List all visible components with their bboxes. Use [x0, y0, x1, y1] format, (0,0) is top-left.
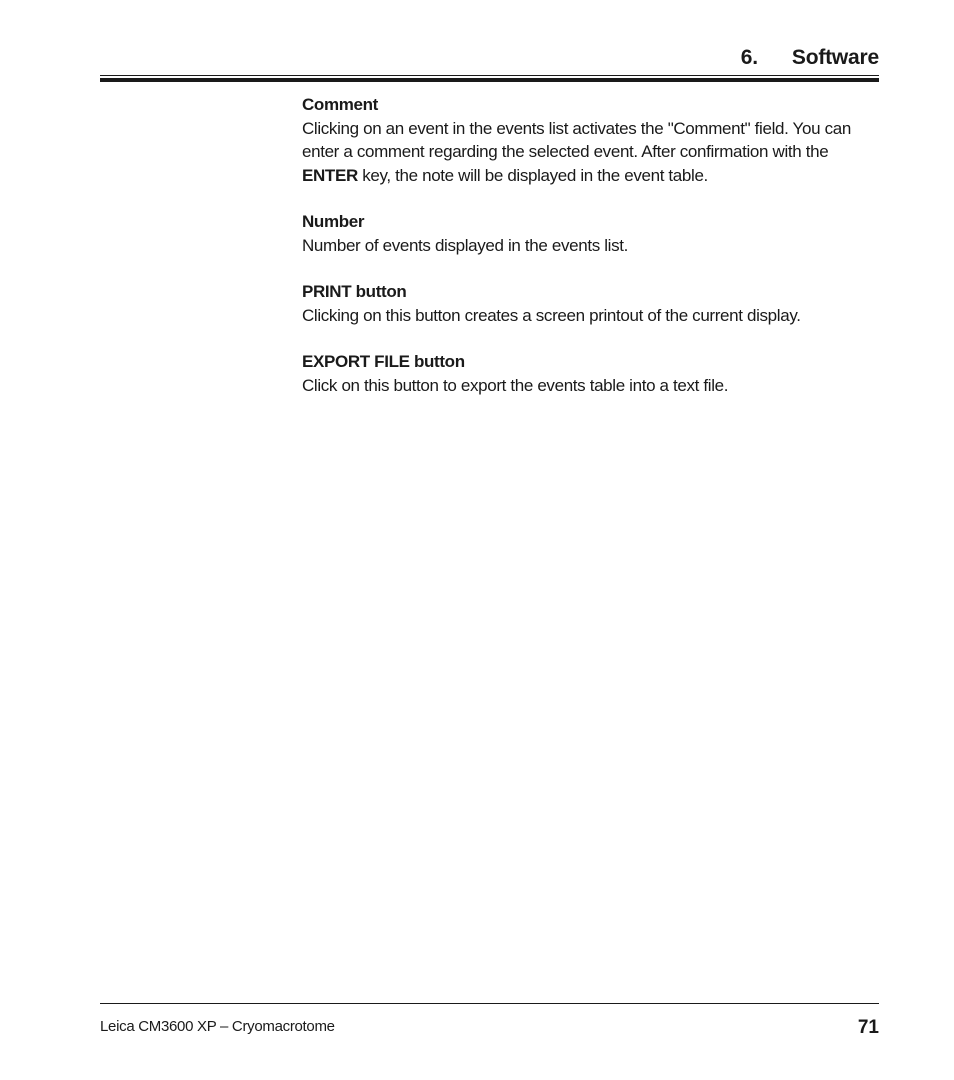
- section-body: Clicking on this button creates a screen printout of the current display.: [302, 305, 801, 325]
- section-number: 6.: [740, 46, 758, 69]
- main-content: [302, 93, 872, 420]
- section-heading: Comment: [302, 95, 378, 114]
- enter-key-label: ENTER: [302, 165, 358, 185]
- section-comment: [302, 93, 872, 187]
- footer-product: Leica CM3600 XP – Cryomacrotome: [100, 1018, 335, 1035]
- section-body: Number of events displayed in the events list.: [302, 235, 628, 255]
- page-number: 71: [857, 1017, 879, 1038]
- footer-rule: [100, 1003, 879, 1004]
- section-number: [302, 210, 872, 257]
- section-heading: PRINT button: [302, 282, 407, 301]
- section-heading: Number: [302, 212, 365, 231]
- section-title: Software: [791, 46, 879, 69]
- section-body: Click on this button to export the events table into a text file.: [302, 375, 729, 395]
- header-rule-thin: [100, 75, 879, 76]
- section-export-file-button: [302, 350, 872, 397]
- header-rule-thick: [100, 78, 879, 82]
- section-print-button: [302, 280, 872, 327]
- body-text: key, the note will be displayed in the event table.: [357, 165, 708, 185]
- section-body: [302, 117, 872, 188]
- body-text: Clicking on an event in the events list activates the "Comment" field. You can enter a comment regarding the selected event. After confirmation with the: [302, 118, 851, 161]
- section-heading: EXPORT FILE button: [302, 352, 465, 371]
- page-header: [100, 44, 879, 72]
